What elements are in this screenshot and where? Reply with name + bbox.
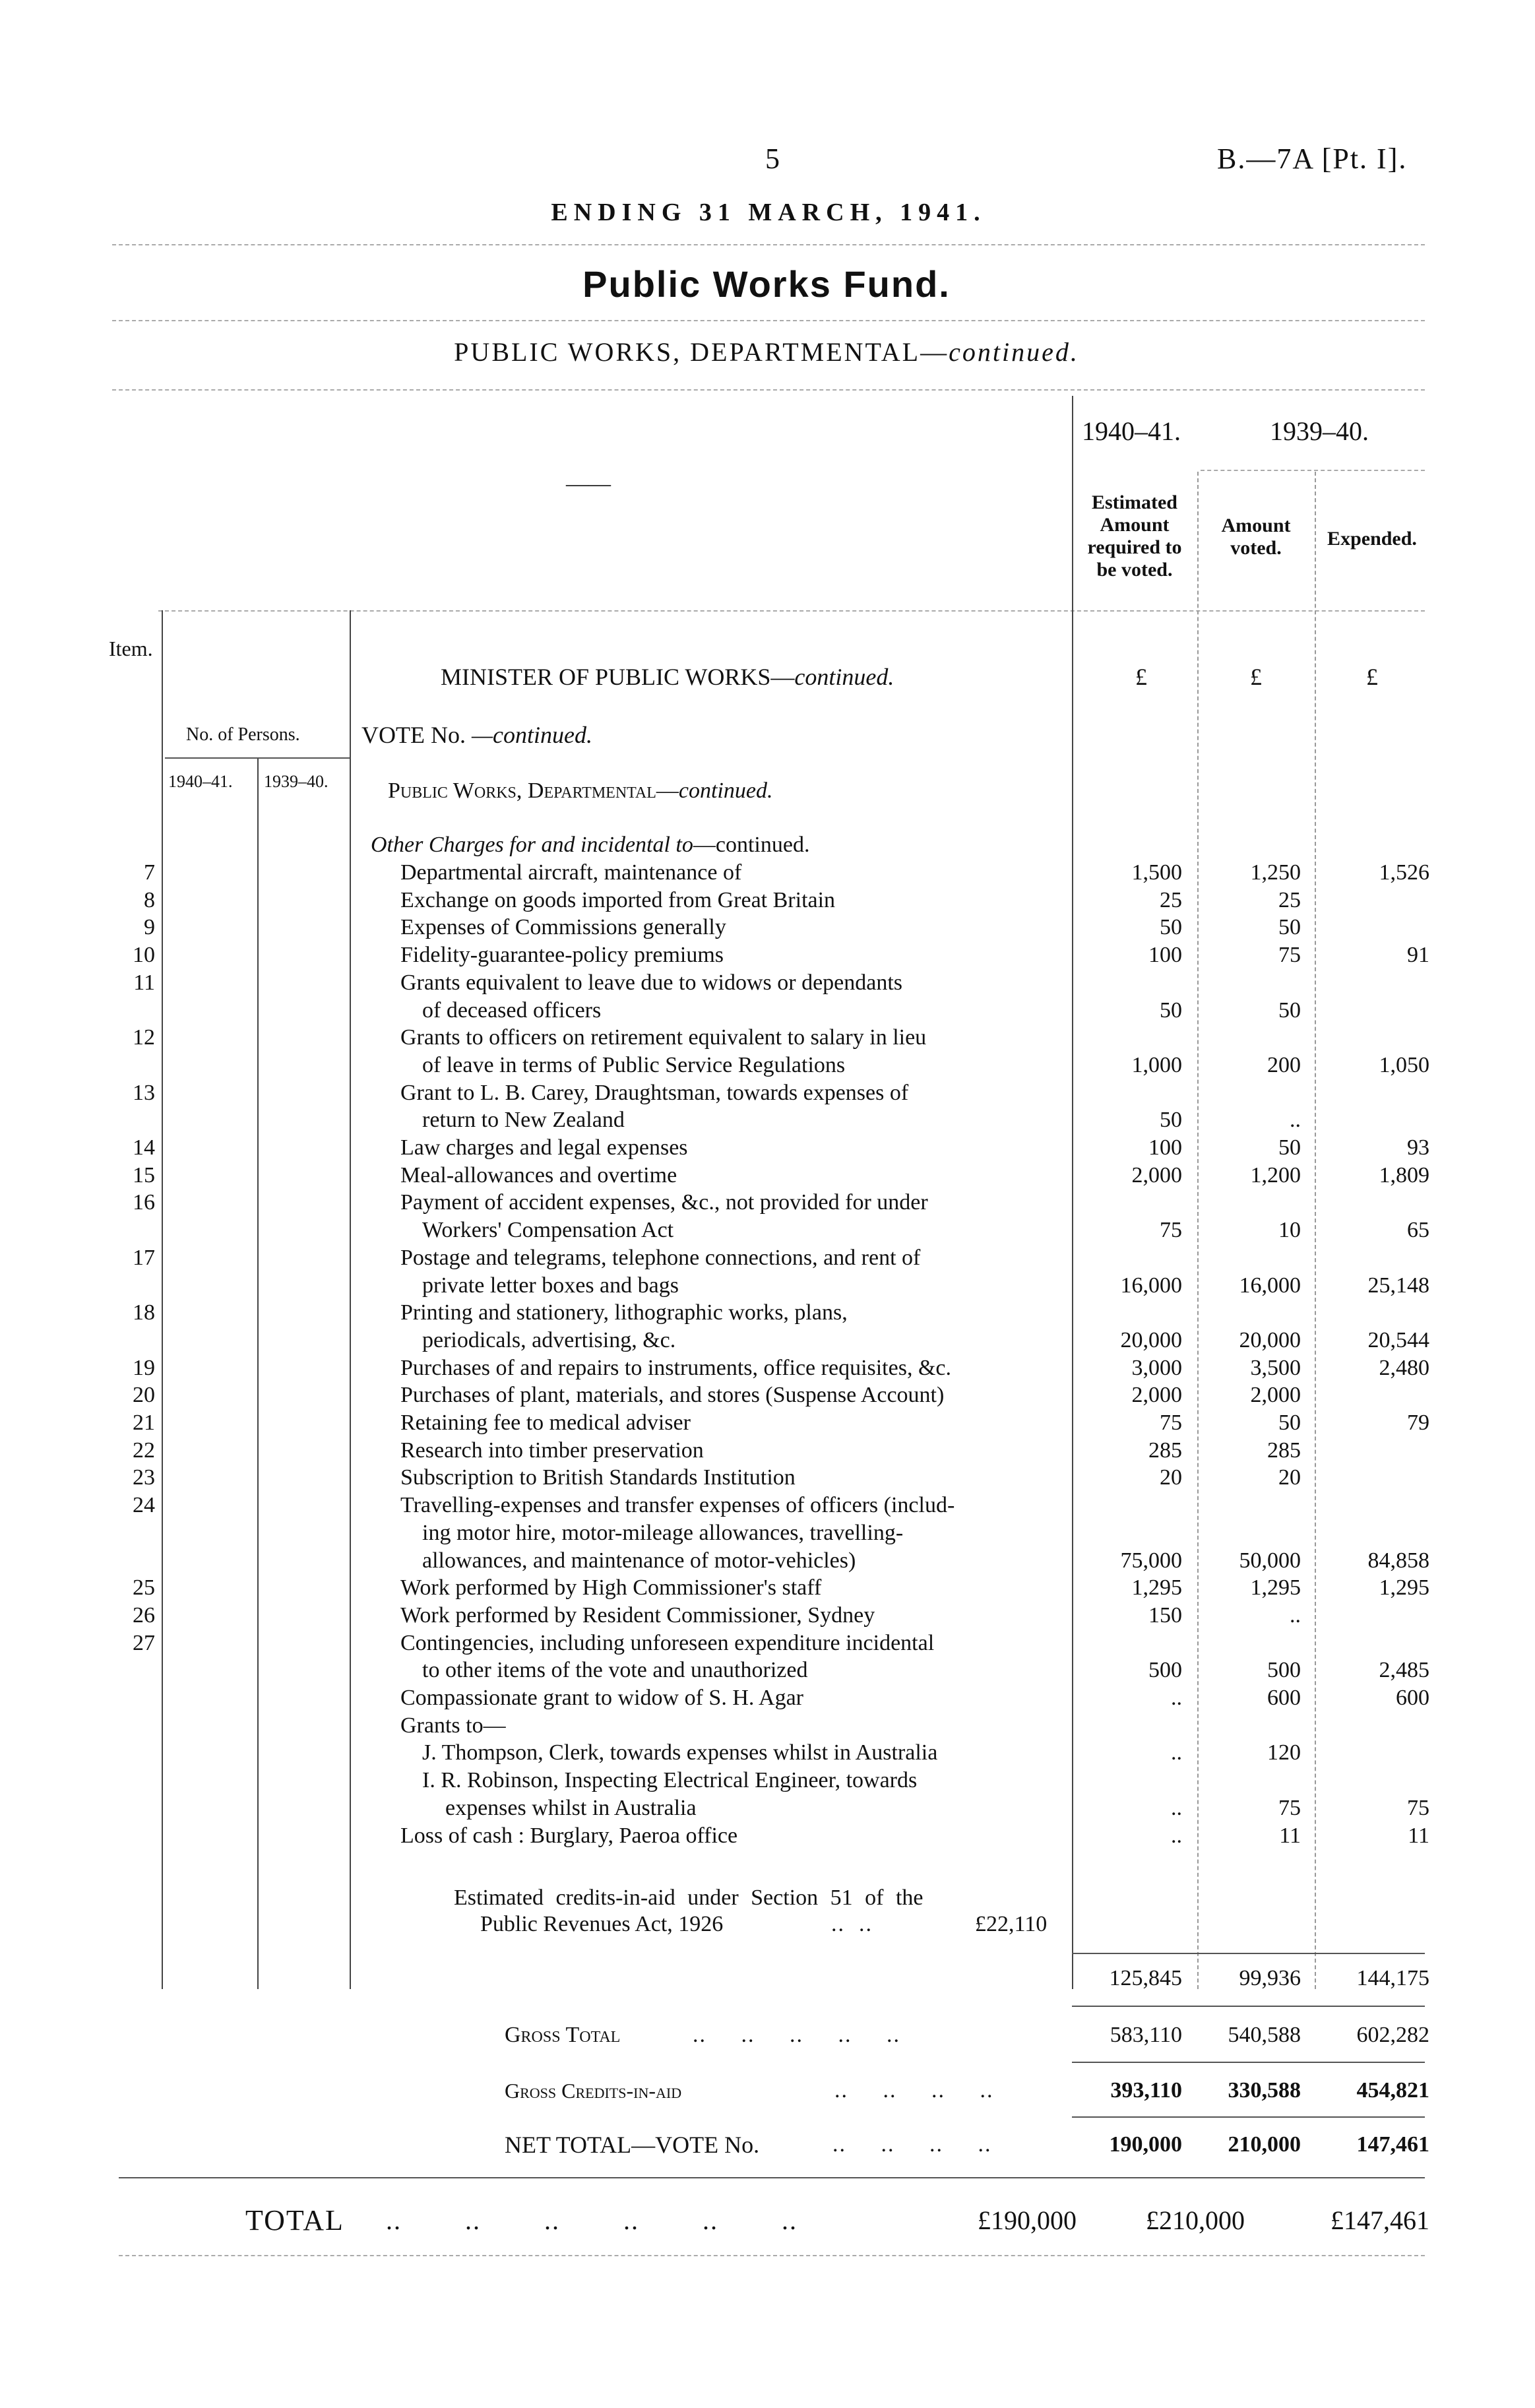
row-description: return to New Zealand [422, 1108, 625, 1133]
amount-v2: 120 [1267, 1740, 1301, 1765]
row-description: allowances, and maintenance of motor-vehicles) [422, 1548, 856, 1573]
amount-v3: 1,809 [1379, 1162, 1429, 1188]
fund-title: Public Works Fund. [582, 263, 951, 305]
table-row [0, 1739, 1535, 1767]
row-description: private letter boxes and bags [422, 1273, 679, 1298]
amount-v1: 100 [1148, 1135, 1182, 1160]
table-row [0, 1409, 1535, 1437]
table-row [0, 1794, 1535, 1822]
item-number: 17 [133, 1245, 155, 1270]
amount-v2: 1,250 [1250, 860, 1301, 885]
row-description: Research into timber preservation [400, 1438, 704, 1463]
item-number: 10 [133, 943, 155, 968]
amount-v2: 75 [1278, 1795, 1301, 1820]
leader: .. .. .. .. .. [693, 2023, 900, 2047]
table-row [0, 1464, 1535, 1492]
amount-v1: .. [1171, 1795, 1182, 1820]
amount-v3: 79 [1407, 1410, 1429, 1435]
row-description: Law charges and legal expenses [400, 1135, 688, 1160]
year-previous-heading: 1939–40. [1270, 416, 1369, 446]
amount-v2: .. [1290, 1602, 1301, 1628]
row-description: Work performed by Resident Commissioner, Sydney [400, 1602, 875, 1628]
amount-v1: 75 [1160, 1410, 1182, 1435]
row-description: Workers' Compensation Act [422, 1218, 674, 1243]
item-number: 27 [133, 1630, 155, 1655]
amount-v1: 50 [1160, 915, 1182, 940]
leader: .. .. .. .. .. .. [386, 2205, 798, 2235]
gross-total-row: Gross Total .. .. .. .. .. 583,110 540,588 602,282 [0, 2021, 1535, 2049]
table-row [0, 1052, 1535, 1079]
net-total-row: NET TOTAL—VOTE No. .. .. .. .. 190,000 210,000 147,461 [505, 2132, 1429, 2158]
amount-v3: 65 [1407, 1218, 1429, 1243]
table-row [0, 1079, 1535, 1107]
table-row [0, 1162, 1535, 1189]
row-description: ing motor hire, motor-mileage allowances, travelling- [422, 1520, 904, 1545]
table-row [0, 1024, 1535, 1052]
amount-v3: 600 [1396, 1686, 1429, 1710]
amount-v1: 2,000 [1131, 1383, 1182, 1408]
credits-note-line-1: Estimated credits-in-aid under Section 51 of the [454, 1885, 924, 1910]
divider [119, 2177, 1425, 2178]
net-total-label: NET TOTAL—VOTE No. [505, 2132, 760, 2158]
amount-v3: 2,480 [1379, 1355, 1429, 1380]
row-description: of deceased officers [422, 998, 602, 1023]
amount-v2: 285 [1267, 1438, 1301, 1463]
currency-symbol: £ [1366, 664, 1378, 690]
page-number: 5 [765, 143, 780, 175]
amount-v2: 50,000 [1239, 1548, 1301, 1573]
gross-credits-label: Gross Credits-in-aid [505, 2079, 682, 2103]
grand-total-1939-voted: £210,000 [1146, 2205, 1245, 2235]
amount-v1: 500 [1148, 1658, 1182, 1683]
table-row [0, 1492, 1535, 1519]
table-row [0, 941, 1535, 969]
report-reference: B.—7A [Pt. I]. [1217, 143, 1408, 175]
row-description: Payment of accident expenses, &c., not provided for under [400, 1190, 928, 1215]
divider [158, 610, 1425, 612]
amount-v2: .. [1290, 1108, 1301, 1133]
item-number: 26 [133, 1602, 155, 1628]
table-row [0, 1299, 1535, 1327]
row-description: Grant to L. B. Carey, Draughtsman, towards expenses of [400, 1080, 909, 1105]
row-description: Purchases of plant, materials, and stores (Suspense Account) [400, 1383, 945, 1408]
table-row [0, 859, 1535, 887]
credits-note-leader: .. .. [831, 1912, 873, 1936]
amount-v2: 20 [1278, 1465, 1301, 1490]
amount-v1: 25 [1160, 887, 1182, 912]
amount-v2: 20,000 [1239, 1327, 1301, 1352]
currency-symbol: £ [1135, 664, 1147, 690]
table-row [0, 1712, 1535, 1740]
vote-heading: VOTE No. —continued. [361, 722, 592, 748]
item-number: 8 [144, 887, 155, 912]
row-description: expenses whilst in Australia [445, 1795, 697, 1820]
table-row [0, 1767, 1535, 1794]
row-description: Postage and telegrams, telephone connections, and rent of [400, 1245, 921, 1270]
row-description: periodicals, advertising, &c. [422, 1327, 676, 1352]
row-description: Expenses of Commissions generally [400, 915, 726, 940]
amount-v2: 50 [1278, 915, 1301, 940]
divider [112, 320, 1425, 321]
amount-v1: .. [1171, 1740, 1182, 1765]
amount-v2: 50 [1278, 998, 1301, 1023]
minister-heading: MINISTER OF PUBLIC WORKS—continued. [441, 664, 894, 690]
amount-v2: 500 [1267, 1658, 1301, 1683]
amount-v2: 1,295 [1250, 1575, 1301, 1600]
item-heading: Item. [109, 637, 153, 660]
heading: ENDING 31 MARCH, 1941. [551, 199, 986, 226]
item-number: 21 [133, 1410, 155, 1435]
row-description: Subscription to British Standards Institution [400, 1465, 796, 1490]
section-title-main: PUBLIC WORKS, DEPARTMENTAL— [454, 337, 949, 367]
table-row [0, 1657, 1535, 1684]
table-row [0, 1602, 1535, 1630]
amount-v2: 1,200 [1250, 1162, 1301, 1188]
item-number: 22 [133, 1438, 155, 1463]
table-row [0, 887, 1535, 914]
row-description: Printing and stationery, lithographic works, plans, [400, 1300, 848, 1325]
amount-v3: 1,050 [1379, 1052, 1429, 1077]
row-description: Work performed by High Commissioner's staff [400, 1575, 822, 1600]
amount-v3: 11 [1408, 1823, 1429, 1848]
row-description: of leave in terms of Public Service Regulations [422, 1052, 846, 1077]
row-description: Loss of cash : Burglary, Paeroa office [400, 1823, 738, 1848]
amount-v3: 25,148 [1367, 1273, 1429, 1298]
item-number: 14 [133, 1135, 155, 1160]
divider [1201, 470, 1425, 471]
table-row [0, 1272, 1535, 1300]
row-description: Meal-allowances and overtime [400, 1162, 677, 1188]
amount-v2: 600 [1267, 1686, 1301, 1710]
divider [112, 389, 1425, 391]
amount-v3: 2,485 [1379, 1658, 1429, 1683]
amount-v2: 16,000 [1239, 1273, 1301, 1298]
amount-v1: 285 [1148, 1438, 1182, 1463]
divider [119, 2255, 1425, 2256]
estimated-amount-heading: Estimated Amount required to be voted. [1087, 491, 1182, 581]
amount-v3: 91 [1407, 943, 1429, 968]
amount-v1: 20 [1160, 1465, 1182, 1490]
table-row [0, 1437, 1535, 1465]
persons-1940-heading: 1940–41. [168, 772, 233, 791]
row-description: Retaining fee to medical adviser [400, 1410, 691, 1435]
amount-v2: 3,500 [1250, 1355, 1301, 1380]
grand-total-label: TOTAL [245, 2204, 344, 2236]
item-number: 19 [133, 1355, 155, 1380]
grand-total-1940: £190,000 [978, 2205, 1077, 2235]
amount-v1: 50 [1160, 998, 1182, 1023]
amount-v3: 93 [1407, 1135, 1429, 1160]
amount-v2: 75 [1278, 943, 1301, 968]
item-number: 18 [133, 1300, 155, 1325]
gross-total-label: Gross Total [505, 2023, 621, 2047]
amount-v1: 20,000 [1120, 1327, 1182, 1352]
item-number: 25 [133, 1575, 155, 1600]
table-row [0, 997, 1535, 1025]
amount-v1: 100 [1148, 943, 1182, 968]
table-row [0, 914, 1535, 941]
amount-v2: 10 [1278, 1218, 1301, 1243]
amount-v2: 200 [1267, 1052, 1301, 1077]
persons-heading: No. of Persons. [186, 724, 300, 745]
item-number: 13 [133, 1080, 155, 1105]
divider [1072, 2006, 1425, 2007]
table-row [0, 1134, 1535, 1162]
item-number: 16 [133, 1190, 155, 1215]
subtotal-row: 125,845 99,936 144,175 [1109, 1966, 1429, 1990]
table-row [0, 1519, 1535, 1547]
row-description: Compassionate grant to widow of S. H. Agar [400, 1686, 803, 1710]
subhead: Public Works, Departmental—continued. [388, 778, 773, 803]
divider [1072, 2116, 1425, 2118]
section-title [454, 336, 1079, 367]
table-row [0, 1381, 1535, 1409]
row-description: Grants to— [400, 1713, 506, 1738]
amount-v1: 75,000 [1120, 1548, 1182, 1573]
amount-v1: 75 [1160, 1218, 1182, 1243]
divider [1072, 2062, 1425, 2063]
item-number: 15 [133, 1162, 155, 1188]
table-row [0, 1822, 1535, 1850]
amount-v1: 3,000 [1131, 1355, 1182, 1380]
table-row [0, 1574, 1535, 1602]
amount-v2: 50 [1278, 1135, 1301, 1160]
currency-symbol: £ [1250, 664, 1262, 690]
credits-note-amount: £22,110 [975, 1912, 1048, 1936]
item-number: 12 [133, 1025, 155, 1050]
other-charges-heading: Other Charges for and incidental to—continued. [371, 833, 810, 857]
divider [112, 244, 1425, 245]
gross-credits-row: Gross Credits-in-aid .. .. .. .. 393,110 330,588 454,821 [0, 2077, 1535, 2105]
amount-v3: 1,295 [1379, 1575, 1429, 1600]
amount-v1: .. [1171, 1686, 1182, 1710]
row-description: Travelling-expenses and transfer expenses of officers (includ- [400, 1493, 955, 1518]
row-description: I. R. Robinson, Inspecting Electrical Engineer, towards [422, 1768, 918, 1793]
amount-v3: 1,526 [1379, 860, 1429, 885]
amount-v1: 50 [1160, 1108, 1182, 1133]
table-row [0, 1217, 1535, 1244]
amount-v1: 16,000 [1120, 1273, 1182, 1298]
blank-column-heading: —— [566, 472, 611, 496]
amount-v1: 2,000 [1131, 1162, 1182, 1188]
table-row [0, 1189, 1535, 1217]
row-description: J. Thompson, Clerk, towards expenses whilst in Australia [422, 1740, 938, 1765]
grand-total-1939-expended: £147,461 [1331, 2205, 1429, 2235]
divider [1072, 1953, 1425, 1954]
table-row [0, 1547, 1535, 1575]
leader: .. .. .. .. [832, 2132, 992, 2157]
amount-v3: 75 [1407, 1795, 1429, 1820]
amount-v2: 11 [1279, 1823, 1301, 1848]
expended-heading: Expended. [1327, 528, 1417, 550]
item-number: 7 [144, 860, 155, 885]
item-number: 23 [133, 1465, 155, 1490]
row-description: Grants to officers on retirement equivalent to salary in lieu [400, 1025, 927, 1050]
row-description: Purchases of and repairs to instruments, office requisites, &c. [400, 1355, 951, 1380]
table-row [0, 969, 1535, 997]
amount-v1: 1,295 [1131, 1575, 1182, 1600]
row-description: Contingencies, including unforeseen expenditure incidental [400, 1630, 935, 1655]
item-number: 24 [133, 1493, 155, 1518]
amount-v3: 20,544 [1367, 1327, 1429, 1352]
item-number: 11 [133, 970, 155, 995]
section-title-continued: continued. [949, 337, 1079, 367]
amount-v2: 25 [1278, 887, 1301, 912]
amount-v1: .. [1171, 1823, 1182, 1848]
table-row [0, 1327, 1535, 1354]
row-description: Exchange on goods imported from Great Britain [400, 887, 836, 912]
item-number: 9 [144, 915, 155, 940]
table-row [0, 1684, 1535, 1712]
amount-v1: 1,000 [1131, 1052, 1182, 1077]
persons-1939-heading: 1939–40. [264, 772, 329, 791]
table-row [0, 1244, 1535, 1272]
table-row [0, 1106, 1535, 1134]
amount-v3: 84,858 [1367, 1548, 1429, 1573]
item-number: 20 [133, 1383, 155, 1408]
row-description: to other items of the vote and unauthorized [422, 1658, 808, 1683]
row-description: Departmental aircraft, maintenance of [400, 860, 742, 885]
leader: .. .. .. .. [834, 2078, 994, 2103]
amount-v2: 50 [1278, 1410, 1301, 1435]
credits-note-line-2: Public Revenues Act, 1926 [480, 1912, 724, 1936]
amount-voted-heading: Amount voted. [1221, 515, 1291, 559]
table-row [0, 1354, 1535, 1382]
amount-v2: 2,000 [1250, 1383, 1301, 1408]
year-current-heading: 1940–41. [1082, 416, 1181, 446]
amount-v1: 1,500 [1131, 860, 1182, 885]
amount-v1: 150 [1148, 1602, 1182, 1628]
table-row [0, 1630, 1535, 1657]
row-description: Fidelity-guarantee-policy premiums [400, 943, 724, 968]
row-description: Grants equivalent to leave due to widows or dependants [400, 970, 903, 995]
